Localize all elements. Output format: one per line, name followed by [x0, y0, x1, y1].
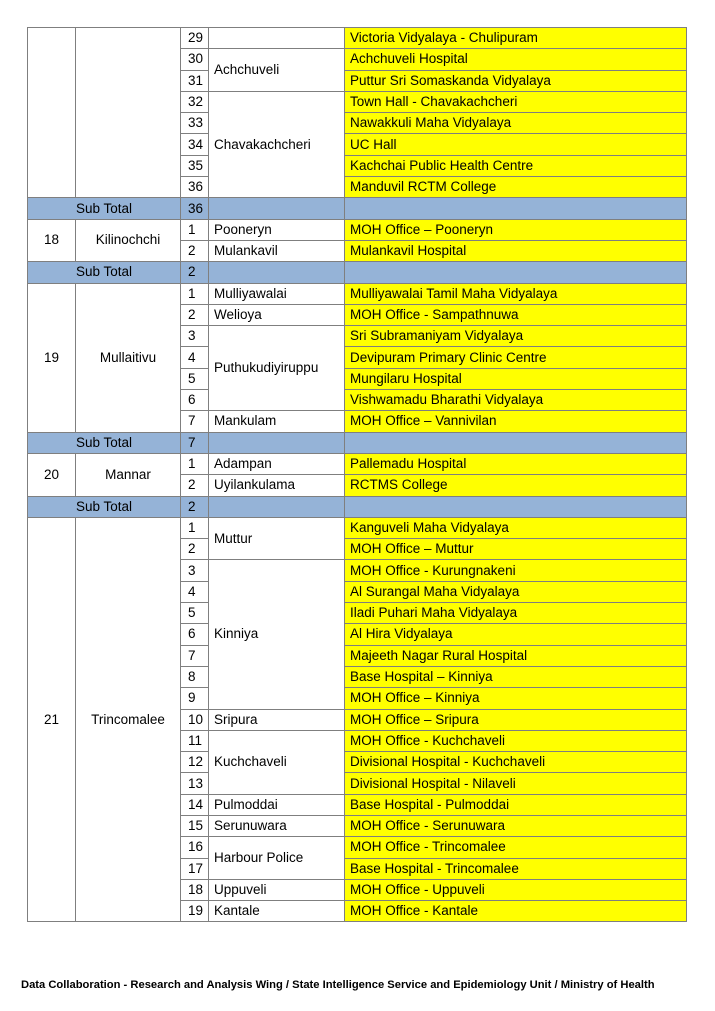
district-name-cell: Mannar: [76, 453, 181, 496]
subtotal-spacer: [209, 432, 345, 453]
table-row: [28, 219, 687, 240]
row-number-cell: 7: [181, 411, 209, 432]
site-cell: Iladi Puhari Maha Vidyalaya: [345, 603, 687, 624]
area-cell: Harbour Police: [209, 837, 345, 880]
site-cell: MOH Office - Trincomalee: [345, 837, 687, 858]
area-cell: Achchuveli: [209, 49, 345, 92]
row-number-cell: 31: [181, 70, 209, 91]
site-cell: Town Hall - Chavakachcheri: [345, 91, 687, 112]
district-name-cell: Mullaitivu: [76, 283, 181, 432]
subtotal-row: [28, 198, 687, 219]
site-cell: MOH Office – Kinniya: [345, 688, 687, 709]
row-number-cell: 35: [181, 155, 209, 176]
site-cell: RCTMS College: [345, 475, 687, 496]
district-number-cell: 20: [28, 453, 76, 496]
area-cell: Kantale: [209, 901, 345, 922]
table-body: [28, 28, 687, 922]
table-row: [28, 517, 687, 538]
district-number-cell: [28, 28, 76, 198]
row-number-cell: 5: [181, 603, 209, 624]
site-cell: MOH Office – Vannivilan: [345, 411, 687, 432]
subtotal-label: Sub Total: [28, 496, 181, 517]
row-number-cell: 3: [181, 326, 209, 347]
site-cell: Base Hospital - Pulmoddai: [345, 794, 687, 815]
district-name-cell: [76, 28, 181, 198]
row-number-cell: 8: [181, 666, 209, 687]
district-number-cell: 21: [28, 517, 76, 922]
row-number-cell: 2: [181, 304, 209, 325]
row-number-cell: 30: [181, 49, 209, 70]
subtotal-label: Sub Total: [28, 198, 181, 219]
district-number-cell: 19: [28, 283, 76, 432]
district-number-cell: 18: [28, 219, 76, 262]
area-cell: Sripura: [209, 709, 345, 730]
row-number-cell: 32: [181, 91, 209, 112]
subtotal-spacer: [345, 262, 687, 283]
subtotal-spacer: [345, 432, 687, 453]
area-cell: Uppuveli: [209, 879, 345, 900]
row-number-cell: 10: [181, 709, 209, 730]
site-cell: MOH Office - Kurungnakeni: [345, 560, 687, 581]
site-cell: Nawakkuli Maha Vidyalaya: [345, 113, 687, 134]
area-cell: Muttur: [209, 517, 345, 560]
site-cell: Al Surangal Maha Vidyalaya: [345, 581, 687, 602]
row-number-cell: 33: [181, 113, 209, 134]
row-number-cell: 15: [181, 815, 209, 836]
subtotal-row: [28, 262, 687, 283]
row-number-cell: 2: [181, 475, 209, 496]
area-cell: Pulmoddai: [209, 794, 345, 815]
subtotal-spacer: [209, 496, 345, 517]
row-number-cell: 4: [181, 581, 209, 602]
vaccination-centres-table: [27, 27, 687, 922]
site-cell: MOH Office - Kuchchaveli: [345, 730, 687, 751]
area-cell: Kuchchaveli: [209, 730, 345, 794]
subtotal-row: [28, 496, 687, 517]
row-number-cell: 2: [181, 240, 209, 261]
area-cell: Welioya: [209, 304, 345, 325]
site-cell: Majeeth Nagar Rural Hospital: [345, 645, 687, 666]
row-number-cell: 1: [181, 219, 209, 240]
subtotal-spacer: [209, 262, 345, 283]
subtotal-row: [28, 432, 687, 453]
site-cell: Mulankavil Hospital: [345, 240, 687, 261]
site-cell: MOH Office – Sripura: [345, 709, 687, 730]
site-cell: Victoria Vidyalaya - Chulipuram: [345, 28, 687, 49]
subtotal-count: 2: [181, 262, 209, 283]
area-cell: Pooneryn: [209, 219, 345, 240]
row-number-cell: 17: [181, 858, 209, 879]
area-cell: Puthukudiyiruppu: [209, 326, 345, 411]
site-cell: Kanguveli Maha Vidyalaya: [345, 517, 687, 538]
row-number-cell: 9: [181, 688, 209, 709]
area-cell: Mulliyawalai: [209, 283, 345, 304]
row-number-cell: 3: [181, 560, 209, 581]
row-number-cell: 19: [181, 901, 209, 922]
subtotal-label: Sub Total: [28, 432, 181, 453]
row-number-cell: 12: [181, 752, 209, 773]
row-number-cell: 29: [181, 28, 209, 49]
site-cell: MOH Office – Pooneryn: [345, 219, 687, 240]
area-cell: Uyilankulama: [209, 475, 345, 496]
site-cell: Mulliyawalai Tamil Maha Vidyalaya: [345, 283, 687, 304]
row-number-cell: 2: [181, 539, 209, 560]
site-cell: Sri Subramaniyam Vidyalaya: [345, 326, 687, 347]
area-cell: [209, 28, 345, 49]
subtotal-spacer: [345, 198, 687, 219]
table-row: [28, 283, 687, 304]
row-number-cell: 36: [181, 177, 209, 198]
site-cell: Al Hira Vidyalaya: [345, 624, 687, 645]
area-cell: Kinniya: [209, 560, 345, 709]
area-cell: Adampan: [209, 453, 345, 474]
subtotal-spacer: [209, 198, 345, 219]
row-number-cell: 1: [181, 283, 209, 304]
subtotal-count: 36: [181, 198, 209, 219]
site-cell: MOH Office – Muttur: [345, 539, 687, 560]
district-name-cell: Trincomalee: [76, 517, 181, 922]
subtotal-count: 7: [181, 432, 209, 453]
row-number-cell: 7: [181, 645, 209, 666]
row-number-cell: 5: [181, 368, 209, 389]
site-cell: MOH Office - Uppuveli: [345, 879, 687, 900]
row-number-cell: 18: [181, 879, 209, 900]
site-cell: Pallemadu Hospital: [345, 453, 687, 474]
site-cell: MOH Office - Kantale: [345, 901, 687, 922]
row-number-cell: 6: [181, 390, 209, 411]
site-cell: UC Hall: [345, 134, 687, 155]
site-cell: Devipuram Primary Clinic Centre: [345, 347, 687, 368]
page-footer: Data Collaboration - Research and Analysis Wing / State Intelligence Service and Epidemiology Unit / Ministry of Health: [21, 979, 655, 991]
table-row: [28, 28, 687, 49]
row-number-cell: 1: [181, 517, 209, 538]
row-number-cell: 16: [181, 837, 209, 858]
subtotal-label: Sub Total: [28, 262, 181, 283]
site-cell: Base Hospital - Trincomalee: [345, 858, 687, 879]
table-row: [28, 453, 687, 474]
site-cell: Divisional Hospital - Nilaveli: [345, 773, 687, 794]
area-cell: Mulankavil: [209, 240, 345, 261]
district-name-cell: Kilinochchi: [76, 219, 181, 262]
site-cell: Achchuveli Hospital: [345, 49, 687, 70]
site-cell: MOH Office - Serunuwara: [345, 815, 687, 836]
row-number-cell: 6: [181, 624, 209, 645]
site-cell: Base Hospital – Kinniya: [345, 666, 687, 687]
area-cell: Mankulam: [209, 411, 345, 432]
area-cell: Chavakachcheri: [209, 91, 345, 197]
site-cell: MOH Office - Sampathnuwa: [345, 304, 687, 325]
site-cell: Manduvil RCTM College: [345, 177, 687, 198]
site-cell: Puttur Sri Somaskanda Vidyalaya: [345, 70, 687, 91]
site-cell: Mungilaru Hospital: [345, 368, 687, 389]
row-number-cell: 11: [181, 730, 209, 751]
site-cell: Vishwamadu Bharathi Vidyalaya: [345, 390, 687, 411]
subtotal-spacer: [345, 496, 687, 517]
site-cell: Divisional Hospital - Kuchchaveli: [345, 752, 687, 773]
row-number-cell: 34: [181, 134, 209, 155]
row-number-cell: 13: [181, 773, 209, 794]
row-number-cell: 1: [181, 453, 209, 474]
area-cell: Serunuwara: [209, 815, 345, 836]
row-number-cell: 4: [181, 347, 209, 368]
subtotal-count: 2: [181, 496, 209, 517]
site-cell: Kachchai Public Health Centre: [345, 155, 687, 176]
row-number-cell: 14: [181, 794, 209, 815]
